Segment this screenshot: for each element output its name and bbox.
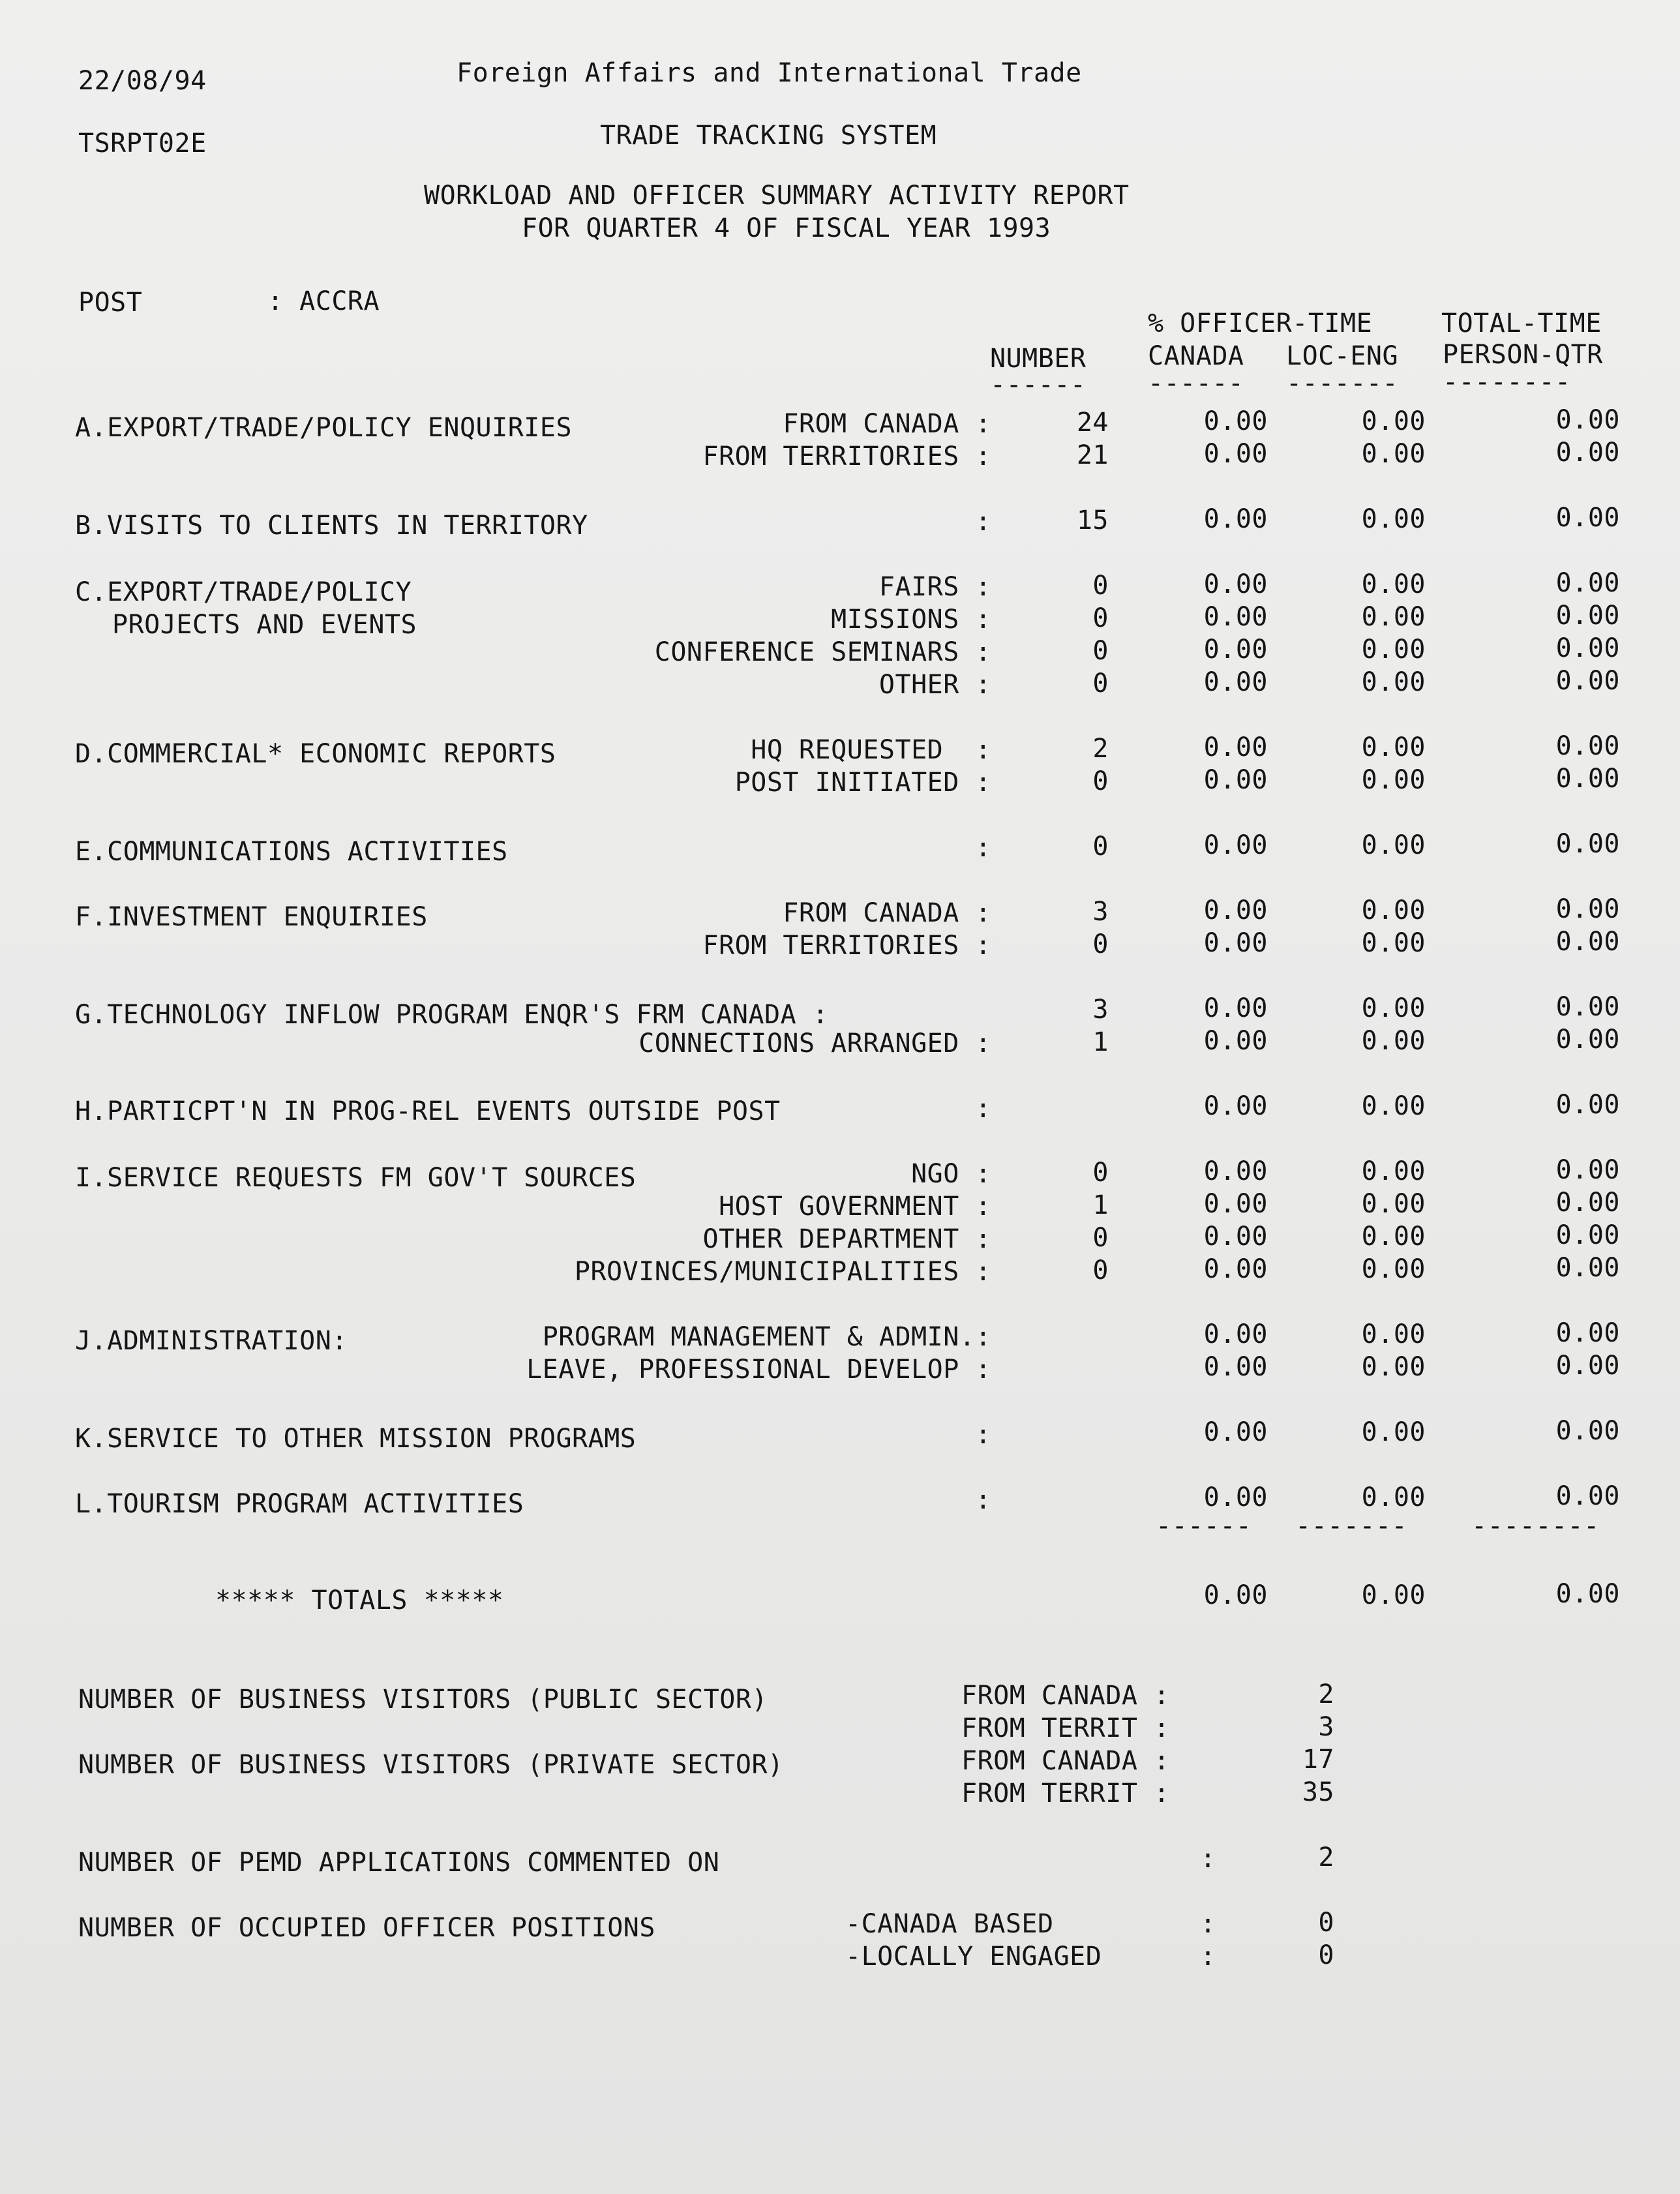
- section-i-label: I.SERVICE REQUESTS FM GOV'T SOURCES: [75, 1163, 637, 1193]
- section-d-hq-requested: HQ REQUESTED :: [751, 735, 991, 765]
- section-i-provinces-canada: 0.00: [1203, 1254, 1268, 1284]
- col-header-person-qtr: PERSON-QTR: [1443, 340, 1603, 370]
- section-d-hq-total: 0.00: [1555, 731, 1620, 761]
- section-f-from-territories: FROM TERRITORIES :: [702, 931, 991, 961]
- section-i-other-department-total: 0.00: [1555, 1220, 1620, 1250]
- section-g-connections-loc-eng: 0.00: [1361, 1026, 1426, 1056]
- section-c-missions: MISSIONS :: [831, 605, 991, 635]
- section-c-missions-total: 0.00: [1555, 601, 1620, 631]
- section-g-connections-number: 1: [1092, 1027, 1109, 1057]
- totals-rule-canada: ------: [1156, 1511, 1252, 1541]
- section-j-leave-loc-eng: 0.00: [1361, 1352, 1426, 1382]
- section-b-total: 0.00: [1555, 503, 1620, 533]
- section-a-from-canada-canada: 0.00: [1203, 406, 1268, 436]
- section-i-other-department-loc-eng: 0.00: [1361, 1222, 1426, 1252]
- section-f-from-territories-total: 0.00: [1555, 927, 1620, 957]
- col-rule-person-qtr: --------: [1443, 367, 1571, 397]
- section-d-label: D.COMMERCIAL* ECONOMIC REPORTS: [75, 739, 556, 769]
- col-rule-number: ------: [990, 370, 1087, 400]
- section-i-host-government-number: 1: [1092, 1190, 1109, 1220]
- col-header-officer-time: % OFFICER-TIME: [1148, 308, 1373, 338]
- section-g-connections-canada: 0.00: [1203, 1026, 1268, 1056]
- section-i-other-department-number: 0: [1092, 1223, 1109, 1253]
- section-i-provinces-municipalities: PROVINCES/MUNICIPALITIES :: [574, 1257, 991, 1287]
- business-visitors-public-from-canada-value: 2: [1318, 1679, 1334, 1709]
- section-f-from-canada-loc-eng: 0.00: [1361, 895, 1426, 925]
- section-h-total: 0.00: [1555, 1090, 1620, 1120]
- section-c-fairs-loc-eng: 0.00: [1361, 569, 1426, 599]
- business-visitors-private-from-canada-value: 17: [1302, 1745, 1334, 1775]
- section-d-hq-number: 2: [1092, 734, 1109, 764]
- section-b-label: B.VISITS TO CLIENTS IN TERRITORY: [75, 511, 588, 541]
- section-a-from-canada-loc-eng: 0.00: [1361, 406, 1426, 436]
- section-c-missions-canada: 0.00: [1203, 602, 1268, 632]
- business-visitors-private-label: NUMBER OF BUSINESS VISITORS (PRIVATE SECTOR): [78, 1750, 784, 1780]
- section-i-ngo-canada: 0.00: [1203, 1156, 1268, 1186]
- section-j-program-management-loc-eng: 0.00: [1361, 1319, 1426, 1349]
- section-c-label-line1: C.EXPORT/TRADE/POLICY: [75, 577, 412, 607]
- col-header-loc-eng: LOC-ENG: [1286, 341, 1399, 371]
- report-code: TSRPT02E: [78, 128, 207, 158]
- officer-positions-canada-value: 0: [1318, 1908, 1334, 1938]
- section-f-label: F.INVESTMENT ENQUIRIES: [75, 902, 428, 932]
- section-i-host-government-total: 0.00: [1555, 1188, 1620, 1218]
- col-rule-canada: ------: [1148, 368, 1244, 398]
- section-f-from-canada-total: 0.00: [1555, 894, 1620, 924]
- section-i-ngo-total: 0.00: [1555, 1155, 1620, 1185]
- pemd-applications-label: NUMBER OF PEMD APPLICATIONS COMMENTED ON: [78, 1848, 720, 1878]
- section-h-canada: 0.00: [1203, 1091, 1268, 1121]
- section-d-hq-canada: 0.00: [1203, 732, 1268, 762]
- section-e-total: 0.00: [1555, 829, 1620, 859]
- section-l-label: L.TOURISM PROGRAM ACTIVITIES: [75, 1489, 524, 1519]
- totals-label: ***** TOTALS *****: [215, 1585, 504, 1615]
- section-g-label: G.TECHNOLOGY INFLOW PROGRAM ENQR'S FRM CANADA :: [75, 1000, 829, 1030]
- section-g-frm-canada-loc-eng: 0.00: [1361, 993, 1426, 1023]
- section-g-frm-canada-canada: 0.00: [1203, 993, 1268, 1023]
- pemd-applications-value: 2: [1318, 1842, 1334, 1872]
- section-i-provinces-loc-eng: 0.00: [1361, 1254, 1426, 1284]
- section-j-program-management-canada: 0.00: [1203, 1319, 1268, 1349]
- section-b-number: 15: [1076, 505, 1109, 535]
- section-a-from-canada-total: 0.00: [1555, 405, 1620, 435]
- section-c-label-line2: PROJECTS AND EVENTS: [112, 610, 417, 640]
- totals-loc-eng: 0.00: [1361, 1580, 1426, 1610]
- business-visitors-private-from-territ-value: 35: [1302, 1777, 1334, 1807]
- business-visitors-public-from-territ: FROM TERRIT :: [961, 1713, 1170, 1743]
- section-a-from-canada-number: 24: [1076, 408, 1109, 438]
- post-value: : ACCRA: [267, 286, 380, 316]
- officer-positions-canada-based: -CANADA BASED: [845, 1909, 1054, 1939]
- section-i-other-department-canada: 0.00: [1203, 1222, 1268, 1252]
- officer-positions-canada-colon: :: [1200, 1909, 1216, 1939]
- section-l-colon: :: [975, 1485, 991, 1515]
- section-i-provinces-number: 0: [1092, 1255, 1109, 1285]
- col-rule-loc-eng: -------: [1286, 368, 1399, 398]
- section-h-colon: :: [975, 1094, 991, 1124]
- section-k-colon: :: [975, 1420, 991, 1450]
- section-i-host-government-loc-eng: 0.00: [1361, 1189, 1426, 1219]
- totals-person-qtr: 0.00: [1555, 1579, 1620, 1609]
- report-title-line1: WORKLOAD AND OFFICER SUMMARY ACTIVITY REPORT: [424, 181, 1130, 211]
- section-k-total: 0.00: [1555, 1416, 1620, 1446]
- section-f-from-territories-canada: 0.00: [1203, 928, 1268, 958]
- section-e-canada: 0.00: [1203, 830, 1268, 860]
- section-j-program-management-total: 0.00: [1555, 1318, 1620, 1348]
- section-k-label: K.SERVICE TO OTHER MISSION PROGRAMS: [75, 1424, 637, 1454]
- officer-positions-label: NUMBER OF OCCUPIED OFFICER POSITIONS: [78, 1913, 655, 1943]
- section-c-fairs-number: 0: [1092, 571, 1109, 601]
- section-f-from-canada-number: 3: [1092, 897, 1109, 927]
- business-visitors-private-from-territ: FROM TERRIT :: [961, 1779, 1170, 1809]
- col-header-number: NUMBER: [990, 344, 1087, 374]
- section-a-label: A.EXPORT/TRADE/POLICY ENQUIRIES: [75, 413, 573, 443]
- section-j-leave-total: 0.00: [1555, 1351, 1620, 1381]
- section-a-from-canada: FROM CANADA :: [783, 409, 991, 439]
- section-c-missions-loc-eng: 0.00: [1361, 602, 1426, 632]
- section-b-loc-eng: 0.00: [1361, 504, 1426, 534]
- report-title-line2: FOR QUARTER 4 OF FISCAL YEAR 1993: [522, 213, 1051, 243]
- section-i-other-department: OTHER DEPARTMENT :: [702, 1224, 991, 1254]
- section-e-loc-eng: 0.00: [1361, 830, 1426, 860]
- totals-rule-person-qtr: --------: [1471, 1511, 1600, 1541]
- section-g-frm-canada-number: 3: [1092, 995, 1109, 1025]
- business-visitors-private-from-canada: FROM CANADA :: [961, 1746, 1170, 1776]
- section-j-leave-professional: LEAVE, PROFESSIONAL DEVELOP :: [526, 1355, 991, 1385]
- section-a-from-territories-loc-eng: 0.00: [1361, 439, 1426, 469]
- section-j-leave-canada: 0.00: [1203, 1352, 1268, 1382]
- section-d-hq-loc-eng: 0.00: [1361, 732, 1426, 762]
- section-a-from-territories-canada: 0.00: [1203, 439, 1268, 469]
- section-c-fairs: FAIRS :: [878, 572, 991, 602]
- section-d-post-number: 0: [1092, 766, 1109, 796]
- business-visitors-public-from-territ-value: 3: [1318, 1712, 1334, 1742]
- section-d-post-initiated: POST INITIATED :: [734, 768, 991, 798]
- section-c-conference-canada: 0.00: [1203, 635, 1268, 665]
- section-g-frm-canada-total: 0.00: [1555, 992, 1620, 1022]
- section-c-other: OTHER :: [878, 670, 991, 700]
- section-c-other-number: 0: [1092, 669, 1109, 699]
- section-e-label: E.COMMUNICATIONS ACTIVITIES: [75, 837, 508, 867]
- section-h-loc-eng: 0.00: [1361, 1091, 1426, 1121]
- section-c-conference-loc-eng: 0.00: [1361, 635, 1426, 665]
- section-f-from-canada-canada: 0.00: [1203, 895, 1268, 925]
- section-k-loc-eng: 0.00: [1361, 1417, 1426, 1447]
- section-g-connections-total: 0.00: [1555, 1025, 1620, 1055]
- col-header-total-time: TOTAL-TIME: [1441, 308, 1602, 338]
- section-e-number: 0: [1092, 832, 1109, 862]
- section-i-ngo: NGO :: [911, 1159, 991, 1189]
- section-f-from-canada: FROM CANADA :: [783, 898, 991, 928]
- section-f-from-territories-number: 0: [1092, 929, 1109, 959]
- section-j-label: J.ADMINISTRATION:: [75, 1326, 348, 1356]
- section-a-from-territories: FROM TERRITORIES :: [702, 442, 991, 472]
- section-c-conference-number: 0: [1092, 636, 1109, 666]
- section-i-ngo-number: 0: [1092, 1158, 1109, 1188]
- system-name: TRADE TRACKING SYSTEM: [600, 121, 937, 151]
- section-c-other-total: 0.00: [1555, 666, 1620, 696]
- section-c-conference-total: 0.00: [1555, 633, 1620, 663]
- officer-positions-local-colon: :: [1200, 1942, 1216, 1972]
- col-header-canada: CANADA: [1148, 341, 1244, 371]
- section-d-post-total: 0.00: [1555, 764, 1620, 794]
- officer-positions-locally-engaged: -LOCALLY ENGAGED: [845, 1942, 1102, 1972]
- totals-canada: 0.00: [1203, 1580, 1268, 1610]
- section-b-canada: 0.00: [1203, 504, 1268, 534]
- section-h-label: H.PARTICPT'N IN PROG-REL EVENTS OUTSIDE POST: [75, 1096, 781, 1126]
- section-j-program-management: PROGRAM MANAGEMENT & ADMIN.:: [542, 1322, 991, 1352]
- section-l-loc-eng: 0.00: [1361, 1482, 1426, 1512]
- section-i-host-government-canada: 0.00: [1203, 1189, 1268, 1219]
- totals-rule-loc-eng: -------: [1295, 1511, 1408, 1541]
- section-c-fairs-total: 0.00: [1555, 568, 1620, 598]
- section-i-provinces-total: 0.00: [1555, 1253, 1620, 1283]
- department-name: Foreign Affairs and International Trade: [457, 58, 1082, 88]
- report-date: 22/08/94: [78, 66, 207, 96]
- officer-positions-local-value: 0: [1318, 1940, 1334, 1970]
- section-d-post-canada: 0.00: [1203, 765, 1268, 795]
- section-l-canada: 0.00: [1203, 1482, 1268, 1512]
- section-c-fairs-canada: 0.00: [1203, 569, 1268, 599]
- section-d-post-loc-eng: 0.00: [1361, 765, 1426, 795]
- section-f-from-territories-loc-eng: 0.00: [1361, 928, 1426, 958]
- section-a-from-territories-total: 0.00: [1555, 438, 1620, 468]
- section-b-colon: :: [975, 507, 991, 537]
- section-c-other-canada: 0.00: [1203, 667, 1268, 697]
- business-visitors-public-from-canada: FROM CANADA :: [961, 1681, 1170, 1711]
- business-visitors-public-label: NUMBER OF BUSINESS VISITORS (PUBLIC SECTOR): [78, 1685, 768, 1715]
- section-i-host-government: HOST GOVERNMENT :: [719, 1192, 991, 1222]
- section-c-missions-number: 0: [1092, 603, 1109, 633]
- section-e-colon: :: [975, 833, 991, 863]
- post-label: POST: [78, 288, 143, 318]
- section-c-other-loc-eng: 0.00: [1361, 667, 1426, 697]
- section-g-connections-arranged: CONNECTIONS ARRANGED :: [638, 1029, 991, 1059]
- section-i-ngo-loc-eng: 0.00: [1361, 1156, 1426, 1186]
- section-k-canada: 0.00: [1203, 1417, 1268, 1447]
- section-l-total: 0.00: [1555, 1481, 1620, 1511]
- section-a-from-territories-number: 21: [1076, 440, 1109, 470]
- pemd-applications-colon: :: [1200, 1844, 1216, 1874]
- section-c-conference-seminars: CONFERENCE SEMINARS :: [654, 637, 991, 667]
